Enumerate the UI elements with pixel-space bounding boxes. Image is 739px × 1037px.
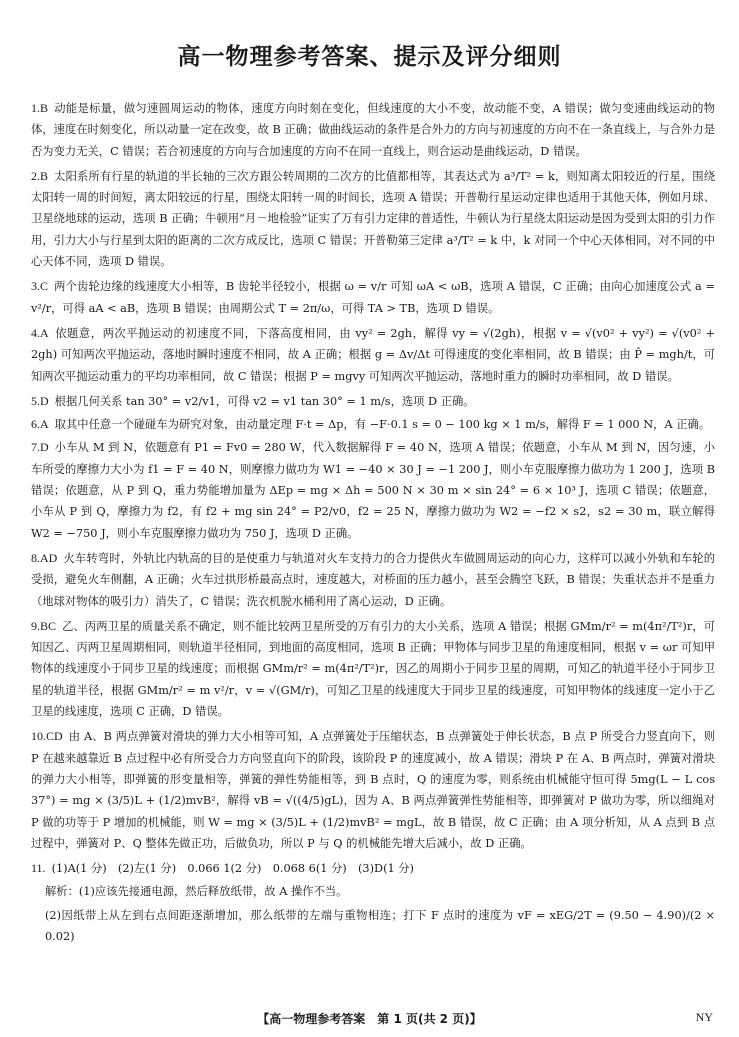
answer-list — [31, 98, 715, 949]
answer-item-11 — [31, 858, 715, 879]
answer-number: 11. — [31, 861, 46, 876]
answer-number: 3.C — [31, 279, 49, 294]
answer-item-8 — [31, 548, 715, 612]
answer-number: 5.D — [31, 393, 49, 408]
answer-number: 6.A — [31, 417, 49, 432]
answer-text: 动能是标量，做匀速圆周运动的物体，速度方向时刻在变化，但线速度的大小不变，故动能不变，A 错误；做匀变速曲线运动的物体，速度在时刻变化，所以动量一定在改变，故 B 正确；做曲线运动的条件是合外力的方向与初速度的方向不在一条直线上，与合外力是否为变力无关，C 错误；若合初速度的方向与合加速度的方向不在同一直线上，则合运动是曲线运动，D 错误。 — [31, 102, 715, 158]
answer-text: 根据几何关系 tan 30° = v2/v1，可得 v2 = v1 tan 30° = 1 m/s，选项 D 正确。 — [54, 394, 475, 408]
answer-text: 两个齿轮边缘的线速度大小相等，B 齿轮半径较小，根据 ω = v/r 可知 ωA < ωB，选项 A 错误，C 正确；由向心加速度公式 a = v²/r，可得 aA < aB，选项 B 错误；由周期公式 T = 2π/ω，可得 TA > TB，选项 D 错误。 — [31, 280, 715, 315]
answer-text: 依题意，两次平抛运动的初速度不同，下落高度相同，由 vy² = 2gh，解得 vy = √(2gh)，根据 v = √(v0² + vy²) = √(v0² + 2gh) 可知两次平抛运动，落地时瞬时速度不相同，故 A 正确；根据 g = Δv/Δt 可得速度的变化率相同，故 B 错误；由 P̄ = mgh/t，可知两次平抛运动重力的平均功率相同，故 C 错误；根据 P = mgvy 可知两次平抛运动，落地时重力的瞬时功率相同，故 D 错误。 — [31, 326, 715, 383]
analysis-line-1: 解析：(1)应该先接通电源，然后释放纸带，故 A 操作不当。 — [45, 885, 348, 899]
answer-text: 火车转弯时，外轨比内轨高的目的是使重力与轨道对火车支持力的合力提供火车做圆周运动的向心力，这样可以减小外轨和车轮的受损，避免火车侧翻，A 正确；火车过拱形桥最高点时，速度越大，对桥面的压力越小，甚至会腾空飞跃，B 错误；失重状态并不是重力（地球对物体的吸引力）消失了，C 错误；洗衣机脱水桶利用了离心运动，D 正确。 — [31, 551, 715, 608]
answer-item-1 — [31, 98, 715, 162]
answer-item-5 — [31, 391, 715, 412]
answer-number: 8.AD — [31, 550, 58, 565]
answer-number: 7.D — [31, 440, 49, 455]
answer-item-7 — [31, 437, 715, 543]
answer-text: 太阳系所有行星的轨道的半长轴的三次方跟公转周期的二次方的比值都相等，其表达式为 a³/T² = k，则知离太阳较近的行星，围绕太阳转一周的时间短，离太阳较远的行星，围绕太阳转一周的时间长，选项 A 错误；开普勒行星运动定律也适用于其他天体，例如月球、卫星绕地球的运动，选项 B 正确；牛顿用“月－地检验”证实了万有引力定律的普适性，牛顿认为行星绕太阳运动是因为受到太阳的引力作用，引力大小与行星到太阳的距离的二次方成反比，选项 C 错误；开普勒第三定律 a³/T² = k 中，k 对同一个中心天体相同，对不同的中心天体不同，选项 D 错误。 — [31, 169, 715, 269]
answer-number: 2.B — [31, 168, 49, 183]
analysis-line-2: (2)因纸带上从左到右点间距逐渐增加，那么纸带的左端与重物相连；打下 F 点时的速度为 vF = xEG/2T = (9.50 − 4.90)/(2 × 0.02) — [45, 908, 715, 943]
answer-item-4 — [31, 323, 715, 387]
answer-text: 由 A、B 两点弹簧对滑块的弹力大小相等可知，A 点弹簧处于压缩状态，B 点弹簧处于伸长状态，B 点 P 所受合力竖直向下，则 P 在越来越靠近 B 点过程中必有所受合力方向竖直向下的阶段，该阶段 P 的速度减小，故 A 错误；滑块 P 在 A、B 两点时，弹簧对滑块的弹力大小相等，即弹簧的形变量相等，弹簧的弹性势能相等，到 B 点时，Q 的速度为零，则系统由机械能守恒可得 5mg(L − L cos 37°) = mg × (3/5)L + (1/2)mvB²，解得 vB = √((4/5)gL)，因为 A、B 两点弹簧弹性势能相等，即弹簧对 P 做功为零，所以细绳对 P 做的功等于 P 增加的机械能，则 W = mg × (3/5)L + (1/2)mvB² = mgL，故 B 错误，故 C 正确；由 A 项分析知，从 A 点到 B 点过程中，弹簧对 P、Q 整体先做正功，后做负功，所以 P 与 Q 的机械能先增大后减小，故 D 正确。 — [31, 730, 715, 850]
answer-item-2 — [31, 166, 715, 272]
answer-item-10 — [31, 726, 715, 854]
answer-item-9 — [31, 616, 715, 722]
answer-number: 10.CD — [31, 729, 63, 744]
answer-text: 乙、丙两卫星的质量关系不确定，则不能比较两卫星所受的万有引力的大小关系，选项 A 错误；根据 GMm/r² = m(4π²/T²)r，可知因乙、丙两卫星周期相同，则轨道半径相同，到地面的高度相同，选项 B 正确；甲物体与同步卫星的角速度相同，根据 v = ωr 可知甲物体的线速度小于同步卫星的线速度；而根据 GMm/r² = m(4π²/T²)r，因乙的周期小于同步卫星的周期，可知乙的轨道半径小于同步卫星的轨道半径，根据 GMm/r² = m v²/r，v = √(GM/r)，可知乙卫星的线速度大于同步卫星的线速度，可知甲物体的线速度一定小于乙卫星的线速度，选项 C 正确，D 错误。 — [31, 619, 715, 719]
answer-text: (1)A(1 分) (2)左(1 分) 0.066 1(2 分) 0.068 6(1 分) (3)D(1 分) — [51, 862, 414, 876]
answer-number: 9.BC — [31, 618, 57, 633]
page-footer: 【高一物理参考答案 第 1 页(共 2 页)】 — [257, 1012, 482, 1026]
answer-text: 取其中任意一个碰碰车为研究对象，由动量定理 F·t = Δp，有 −F·0.1 s = 0 − 100 kg × 1 m/s，解得 F = 1 000 N，A 正确。 — [54, 418, 711, 432]
page-title: 高一物理参考答案、提示及评分细则 — [177, 44, 562, 70]
answer-item-3 — [31, 276, 715, 319]
answer-number: 4.A — [31, 325, 49, 340]
footer-code: NY — [695, 1010, 713, 1024]
answer-item-6 — [31, 414, 715, 435]
answer-text: 小车从 M 到 N，依题意有 P1 = Fv0 = 280 W，代入数据解得 F = 40 N，选项 A 错误；依题意，小车从 M 到 N，因匀速，小车所受的摩擦力大小为 f1 = F = 40 N，则摩擦力做功为 W1 = −40 × 30 J = −1 200 J，则小车克服摩擦力做功为 1 200 J，选项 B 错误；依题意，从 P 到 Q，重力势能增加量为 ΔEp = mg × Δh = 500 N × 30 m × sin 24° = 6 × 10³ J，选项 C 错误；依题意，小车从 P 到 Q，摩擦力为 f2，有 f2 + mg sin 24° = P2/v0，f2 = 25 N，摩擦力做功为 W2 = −f2 × s2，s2 = 30 m，联立解得 W2 = −750 J，则小车克服摩擦力做功为 750 J，选项 D 正确。 — [31, 441, 716, 540]
answer-number: 1.B — [31, 101, 49, 115]
